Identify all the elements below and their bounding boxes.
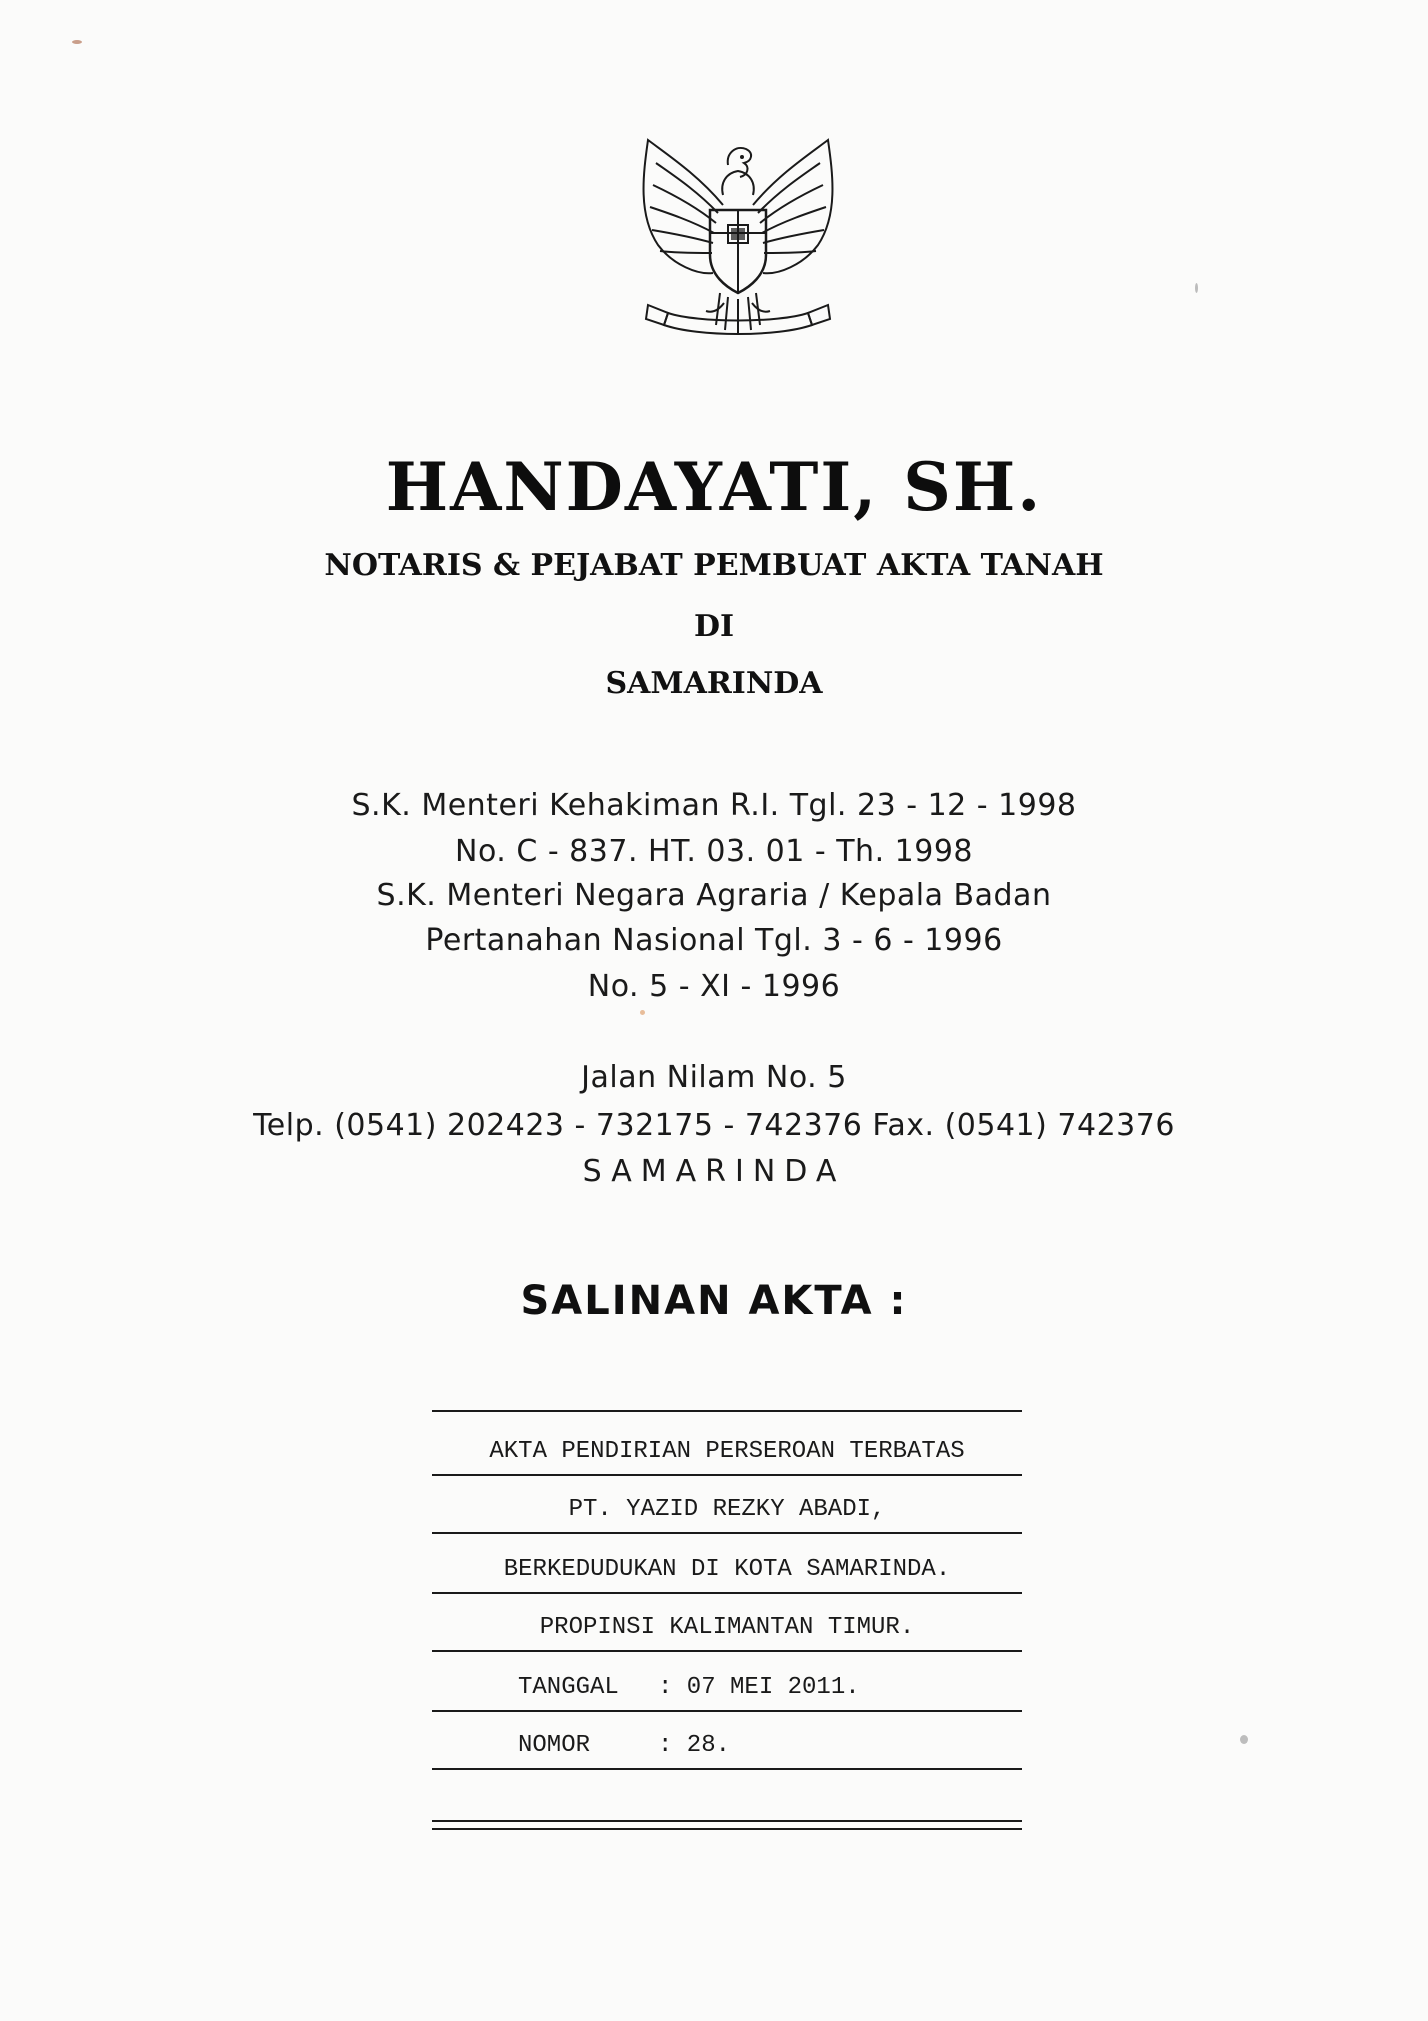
divider	[432, 1532, 1022, 1534]
decree-line: No. 5 - XI - 1996	[587, 969, 841, 1004]
deed-number-label: NOMOR	[518, 1732, 591, 1759]
scan-speck	[72, 40, 82, 44]
notary-title: NOTARIS & PEJABAT PEMBUAT AKTA TANAH	[324, 548, 1104, 583]
deed-number-value: : 28.	[658, 1732, 731, 1759]
deed-province: PROPINSI KALIMANTAN TIMUR.	[539, 1614, 915, 1641]
divider	[432, 1410, 1022, 1412]
scan-speck	[1240, 1735, 1248, 1744]
divider	[432, 1592, 1022, 1594]
divider	[432, 1710, 1022, 1712]
address-street: Jalan Nilam No. 5	[581, 1060, 847, 1095]
decree-line: No. C - 837. HT. 03. 01 - Th. 1998	[455, 834, 973, 869]
deed-date-value: : 07 MEI 2011.	[658, 1674, 860, 1701]
notary-name: HANDAYATI, SH.	[385, 448, 1043, 526]
double-divider	[432, 1828, 1022, 1830]
garuda-emblem-icon	[628, 135, 848, 350]
address-city: SAMARINDA	[582, 1154, 846, 1189]
deed-number	[432, 1732, 1108, 1759]
decree-line: S.K. Menteri Kehakiman R.I. Tgl. 23 - 12 - 1998	[351, 788, 1077, 823]
address-phone: Telp. (0541) 202423 - 732175 - 742376 Fax. (0541) 742376	[253, 1108, 1175, 1143]
divider	[432, 1474, 1022, 1476]
decree-line: Pertanahan Nasional Tgl. 3 - 6 - 1996	[425, 923, 1003, 958]
double-divider	[432, 1820, 1022, 1822]
notary-di: DI	[693, 609, 735, 644]
scan-speck	[1195, 283, 1198, 293]
scan-speck	[640, 1010, 645, 1015]
deed-company: PT. YAZID REZKY ABADI,	[568, 1496, 886, 1523]
notary-city: SAMARINDA	[605, 666, 823, 701]
copy-heading: SALINAN AKTA :	[520, 1278, 908, 1324]
deed-domicile: BERKEDUDUKAN DI KOTA SAMARINDA.	[503, 1556, 951, 1583]
deed-date	[432, 1674, 1108, 1701]
deed-date-label: TANGGAL	[518, 1674, 619, 1701]
decree-line: S.K. Menteri Negara Agraria / Kepala Badan	[376, 878, 1052, 913]
divider	[432, 1650, 1022, 1652]
divider	[432, 1768, 1022, 1770]
deed-type: AKTA PENDIRIAN PERSEROAN TERBATAS	[489, 1438, 965, 1465]
